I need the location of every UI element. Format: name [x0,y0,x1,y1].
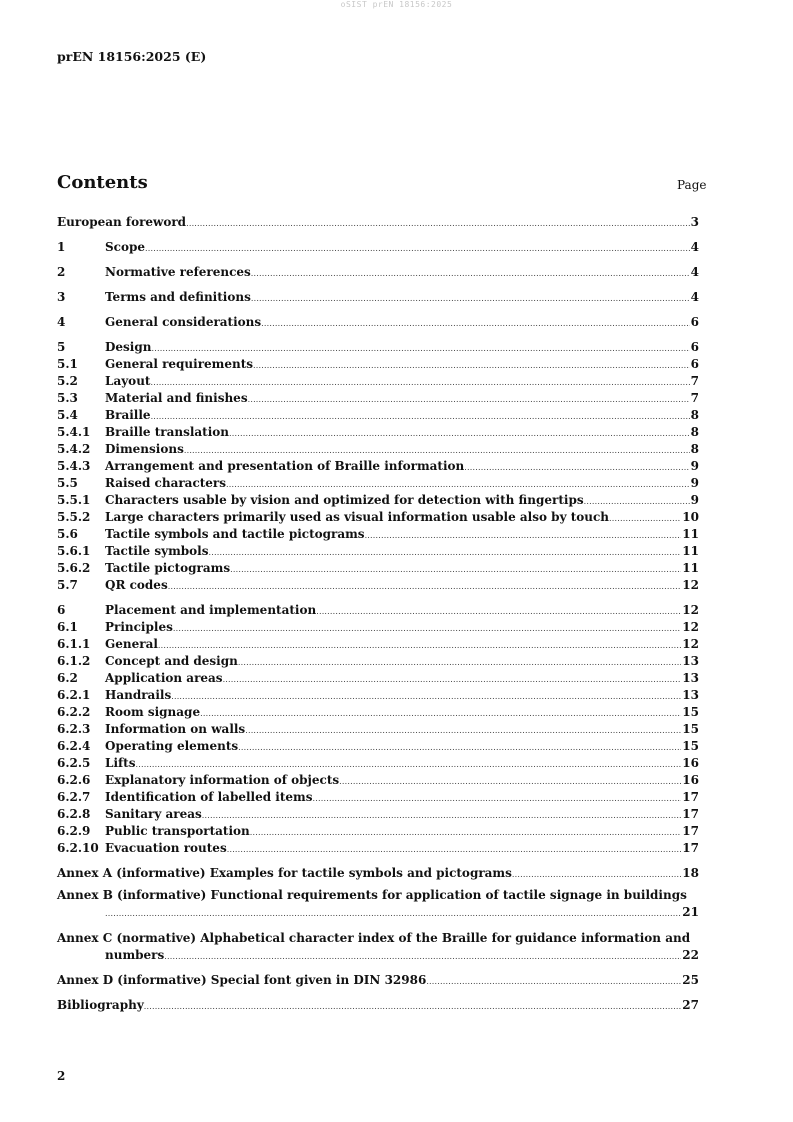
toc-entry[interactable] [57,688,699,705]
toc-entry-page: 6 [690,357,699,371]
toc-entry-number: 5.6 [57,527,78,541]
toc-entry[interactable] [57,374,699,391]
toc-entry-page: 25 [682,973,699,987]
toc-entry-number: 6.1.2 [57,654,91,668]
toc-entry-title: Annex B (informative) Functional requirements for application of tactile signage in buildings [57,888,687,902]
toc-entry-title: Terms and definitions [105,290,251,304]
toc-entry-title: Information on walls [105,722,246,736]
toc-entry-number: 5.2 [57,374,78,388]
leader-dots [609,514,681,523]
toc-entry[interactable] [57,807,699,824]
leader-dots [238,658,681,667]
toc-entry-page: 13 [682,654,699,668]
toc-entry-number: 6.2.6 [57,773,91,787]
toc-entry-continuation [57,947,699,965]
leader-dots [250,828,682,837]
toc-entry-title: Tactile symbols and tactile pictograms [105,527,365,541]
toc-entry-page: 12 [682,578,699,592]
toc-entry[interactable] [57,459,699,476]
toc-entry[interactable] [57,340,699,357]
toc-entry-page: 6 [690,340,699,354]
toc-entry-number: 5.5 [57,476,78,490]
toc-entry[interactable] [57,603,699,620]
toc-entry-page: 15 [682,739,699,753]
toc-entry-title: Normative references [105,265,251,279]
toc-entry-title: Dimensions [105,442,184,456]
leader-dots [208,548,681,557]
toc-entry-page: 16 [682,773,699,787]
toc-entry-number: 6.1.1 [57,637,91,651]
toc-entry[interactable] [57,671,699,688]
toc-entry-title: Layout [105,374,151,388]
toc-entry-number: 5.1 [57,357,78,371]
toc-entry-number: 6 [57,603,66,617]
toc-entry-title: Tactile symbols [105,544,209,558]
toc-entry-page: 17 [682,807,699,821]
toc-entry-title: General considerations [105,315,262,329]
toc-entry[interactable] [57,265,699,282]
toc-entry[interactable] [57,391,699,408]
leader-dots [223,675,682,684]
toc-entry-page: 16 [682,756,699,770]
toc-entry-page: 12 [682,637,699,651]
leader-dots [512,870,681,879]
toc-entry-title: Identification of labelled items [105,790,313,804]
leader-dots [365,531,682,540]
toc-entry-page: 4 [690,240,699,254]
toc-entry-number: 4 [57,315,66,329]
leader-dots [227,845,682,854]
toc-entry-page: 7 [690,391,699,405]
leader-dots [171,692,681,701]
toc-entry[interactable] [57,493,699,510]
toc-entry-title: Explanatory information of objects [105,773,340,787]
toc-entry[interactable] [57,561,699,578]
toc-entry[interactable] [57,790,699,807]
toc-entry-page: 8 [690,425,699,439]
toc-entry-title: General requirements [105,357,254,371]
toc-entry-page: 13 [682,688,699,702]
toc-entry-title: Material and finishes [105,391,248,405]
toc-entry-number: 5.5.2 [57,510,91,524]
toc-entry-number: 6.1 [57,620,78,634]
leader-dots [164,948,681,965]
toc-entry-number: 5.7 [57,578,78,592]
leader-dots [144,1002,682,1011]
document-id: prEN 18156:2025 (E) [57,49,207,64]
leader-dots [151,412,690,421]
toc-entry[interactable] [57,578,699,595]
toc-entry-page: 10 [682,510,699,524]
toc-entry-title: Operating elements [105,739,239,753]
toc-entry-title: European foreword [57,215,187,229]
toc-entry[interactable] [57,739,699,756]
toc-entry-page: 21 [682,905,699,919]
leader-dots [226,480,690,489]
toc-entry-page: 27 [682,998,699,1012]
toc-entry-title: Bibliography [57,998,144,1012]
toc-entry-number: 5 [57,340,66,354]
page-number: 2 [57,1069,66,1083]
leader-dots [200,709,681,718]
leader-dots [253,361,690,370]
toc-entry-page: 8 [690,408,699,422]
toc-entry-title: Placement and implementation [105,603,317,617]
toc-entry-annex-d[interactable] [57,973,699,990]
toc-entry-title: Sanitary areas [105,807,202,821]
toc-entry-page: 11 [682,561,699,575]
leader-dots [313,794,682,803]
toc-entry-title: Design [105,340,152,354]
toc-entry-page: 3 [690,215,699,229]
leader-dots [229,429,690,438]
leader-dots [245,726,681,735]
toc-entry-number: 5.4.3 [57,459,91,473]
toc-entry-page: 9 [690,476,699,490]
toc-entry-number: 5.6.1 [57,544,91,558]
leader-dots [248,395,690,404]
table-of-contents [57,215,699,1015]
toc-entry-page: 15 [682,722,699,736]
toc-entry-number: 6.2.2 [57,705,91,719]
toc-entry-page: 8 [690,442,699,456]
toc-entry-title: Raised characters [105,476,227,490]
leader-dots [426,977,681,986]
toc-entry-number: 6.2.10 [57,841,99,855]
toc-entry[interactable] [57,705,699,722]
toc-entry-page: 4 [690,265,699,279]
leader-dots [464,463,689,472]
toc-entry-title: Annex C (normative) Alphabetical character index of the Braille for guidance information and [57,931,691,945]
leader-dots [251,294,690,303]
leader-dots [168,582,682,591]
toc-entry-number: 5.3 [57,391,78,405]
toc-entry-page: 6 [690,315,699,329]
leader-dots [135,760,681,769]
toc-entry[interactable] [57,442,699,459]
leader-dots [173,624,681,633]
toc-entry-title: Handrails [105,688,172,702]
leader-dots [105,905,681,922]
toc-entry-title: Braille [105,408,151,422]
toc-entry-title: Characters usable by vision and optimized for detection with fingertips [105,493,584,507]
toc-entry-title: Large characters primarily used as visual information usable also by touch [105,510,610,524]
leader-dots [230,565,681,574]
toc-entry-number: 6.2.7 [57,790,91,804]
toc-entry-page: 11 [682,544,699,558]
toc-entry[interactable] [57,527,699,544]
toc-entry-number: 2 [57,265,66,279]
toc-entry[interactable] [57,476,699,493]
toc-entry-annex-b[interactable] [57,887,699,922]
leader-dots [186,219,690,228]
toc-entry-number: 5.4 [57,408,78,422]
toc-entry[interactable] [57,637,699,654]
toc-entry-page: 18 [682,866,699,880]
toc-entry[interactable] [57,620,699,637]
page-column-label: Page [677,178,707,192]
toc-entry-number: 6.2 [57,671,78,685]
toc-entry[interactable] [57,773,699,790]
toc-entry-page: 17 [682,824,699,838]
leader-dots [251,269,690,278]
toc-entry-number: 6.2.3 [57,722,91,736]
toc-entry-page: 17 [682,790,699,804]
toc-entries [57,215,699,858]
toc-entry-title: Principles [105,620,173,634]
toc-entry-title: Concept and design [105,654,238,668]
toc-entry[interactable] [57,756,699,773]
toc-entry-page: 11 [682,527,699,541]
toc-entry-number: 6.2.8 [57,807,91,821]
toc-entry-page: 12 [682,603,699,617]
toc-entry-number: 5.5.1 [57,493,91,507]
toc-entry-page: 9 [690,459,699,473]
toc-entry-number: 6.2.5 [57,756,91,770]
toc-entry-page: 9 [690,493,699,507]
toc-entry-title: Public transportation [105,824,250,838]
toc-entry-number: 1 [57,240,66,254]
toc-entry[interactable] [57,510,699,527]
toc-entry-page: 17 [682,841,699,855]
toc-entry-title: Annex D (informative) Special font given in DIN 32986 [57,973,427,987]
toc-entry[interactable] [57,240,699,257]
toc-entry-continuation [57,904,699,922]
toc-entry[interactable] [57,215,699,232]
toc-entry[interactable] [57,824,699,841]
toc-entry[interactable] [57,654,699,671]
toc-entry-page: 15 [682,705,699,719]
toc-entry-page: 13 [682,671,699,685]
contents-heading: Contents [57,172,148,193]
toc-entry-title: Evacuation routes [105,841,227,855]
leader-dots [261,319,690,328]
toc-entry-bibliography[interactable] [57,998,699,1015]
toc-entry[interactable] [57,315,699,332]
watermark: oSIST prEN 18156:2025 [340,0,453,9]
toc-entry[interactable] [57,841,699,858]
toc-entry-number: 6.2.9 [57,824,91,838]
toc-entry-number: 6.2.1 [57,688,91,702]
toc-entry-title-cont: numbers [105,948,165,962]
toc-entry[interactable] [57,544,699,561]
toc-entry-page: 7 [690,374,699,388]
leader-dots [151,344,689,353]
toc-entry-number: 5.6.2 [57,561,91,575]
toc-entry[interactable] [57,290,699,307]
leader-dots [202,811,682,820]
toc-entry-number: 6.2.4 [57,739,91,753]
leader-dots [184,446,690,455]
toc-entry-title: Room signage [105,705,201,719]
toc-entry-number: 5.4.1 [57,425,91,439]
toc-entry-title: Scope [105,240,146,254]
toc-entry[interactable] [57,722,699,739]
toc-entry-title: Application areas [105,671,223,685]
toc-entry-annex-a[interactable] [57,866,699,883]
toc-entry-annex-c[interactable] [57,930,699,965]
toc-entry-page: 12 [682,620,699,634]
leader-dots [316,607,681,616]
toc-entry-number: 3 [57,290,66,304]
toc-entry[interactable] [57,408,699,425]
toc-entry-title: General [105,637,158,651]
toc-entry-title: Annex A (informative) Examples for tactile symbols and pictograms [57,866,512,880]
toc-entry-page: 4 [690,290,699,304]
leader-dots [150,378,689,387]
toc-entry-title: QR codes [105,578,168,592]
toc-entry-page: 22 [682,948,699,962]
toc-entry-title: Lifts [105,756,136,770]
toc-entry-title: Tactile pictograms [105,561,231,575]
leader-dots [584,497,690,506]
toc-entry-title: Braille translation [105,425,230,439]
leader-dots [158,641,681,650]
toc-entry[interactable] [57,425,699,442]
leader-dots [339,777,681,786]
toc-entry[interactable] [57,357,699,374]
toc-entry-title: Arrangement and presentation of Braille information [105,459,465,473]
leader-dots [238,743,681,752]
toc-entry-number: 5.4.2 [57,442,91,456]
leader-dots [145,244,690,253]
